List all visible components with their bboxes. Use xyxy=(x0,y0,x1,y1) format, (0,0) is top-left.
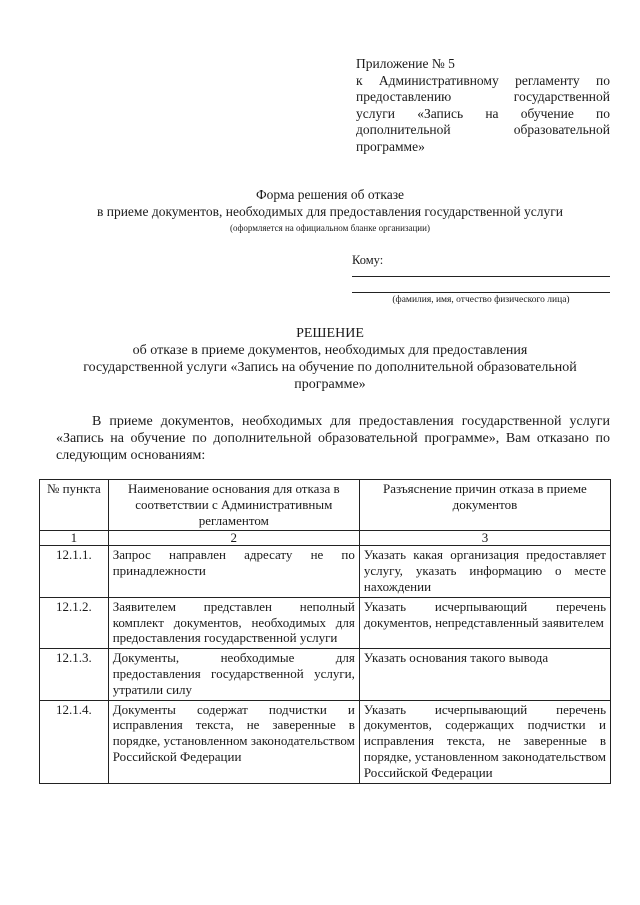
decision-line1: об отказе в приеме документов, необходимых для предоставления xyxy=(132,343,528,358)
recipient-note: (фамилия, имя, отчество физического лица) xyxy=(392,295,570,305)
appendix-line: предоставлению государственной xyxy=(356,89,610,105)
row-explanation: Указать основания такого вывода xyxy=(359,649,610,700)
header-number: № пункта xyxy=(40,480,109,531)
column-number-row xyxy=(40,531,611,546)
table-row xyxy=(40,597,611,648)
table-header-row xyxy=(40,480,611,531)
appendix-line: дополнительной образовательной xyxy=(356,122,610,138)
decision-line2: государственной услуги «Запись на обучение по дополнительной образовательной xyxy=(83,360,577,375)
recipient-line xyxy=(352,292,610,293)
form-title-line1: Форма решения об отказе xyxy=(255,187,405,202)
row-number: 12.1.3. xyxy=(40,649,109,700)
appendix-line: услуги «Запись на обучение по xyxy=(356,105,610,121)
row-reason: Документы, необходимые для предоставления государственной услуги, утратили силу xyxy=(108,649,359,700)
table-row xyxy=(40,546,611,597)
row-reason: Запрос направлен адресату не по принадлежности xyxy=(108,546,359,597)
decision-line3: программе» xyxy=(294,377,366,392)
row-number: 12.1.1. xyxy=(40,546,109,597)
appendix-line: программе» xyxy=(356,138,425,154)
appendix-heading xyxy=(356,56,610,156)
header-reason: Наименование основания для отказа в соответствии с Административным регламентом xyxy=(108,480,359,531)
row-reason: Заявителем представлен неполный комплект документов, необходимых для предоставления государственной услуги xyxy=(108,597,359,648)
column-number: 1 xyxy=(40,531,109,546)
table-row xyxy=(40,649,611,700)
header-explanation: Разъяснение причин отказа в приеме документов xyxy=(359,480,610,531)
form-note: (оформляется на официальном бланке организации) xyxy=(230,223,430,233)
decision-title: РЕШЕНИЕ xyxy=(296,326,364,341)
row-explanation: Указать какая организация предоставляет услугу, указать информацию о месте нахождении xyxy=(359,546,610,597)
reasons-table xyxy=(39,479,611,784)
row-reason: Документы содержат подчистки и исправления текста, не заверенные в порядке, установленном законодательством Российской Федерации xyxy=(108,700,359,783)
row-explanation: Указать исчерпывающий перечень документов, содержащих подчистки и исправления текста, не заверенные в порядке, установленном законодательством Российской Федерации xyxy=(359,700,610,783)
table-row xyxy=(40,700,611,783)
row-explanation: Указать исчерпывающий перечень документов, непредставленный заявителем xyxy=(359,597,610,648)
recipient-label: Кому: xyxy=(352,253,384,267)
form-title-line2: в приеме документов, необходимых для предоставления государственной услуги xyxy=(96,204,564,219)
appendix-line: Приложение № 5 xyxy=(356,56,455,71)
row-number: 12.1.4. xyxy=(40,700,109,783)
recipient-line xyxy=(352,276,610,277)
column-number: 2 xyxy=(108,531,359,546)
column-number: 3 xyxy=(359,531,610,546)
appendix-line: к Административному регламенту по xyxy=(356,72,610,88)
body-paragraph xyxy=(56,413,610,464)
body-text: В приеме документов, необходимых для предоставления государственной услуги «Запись на обучение по дополнительной образовательной программе», Вам отказано по следующим основаниям: xyxy=(56,414,610,463)
row-number: 12.1.2. xyxy=(40,597,109,648)
